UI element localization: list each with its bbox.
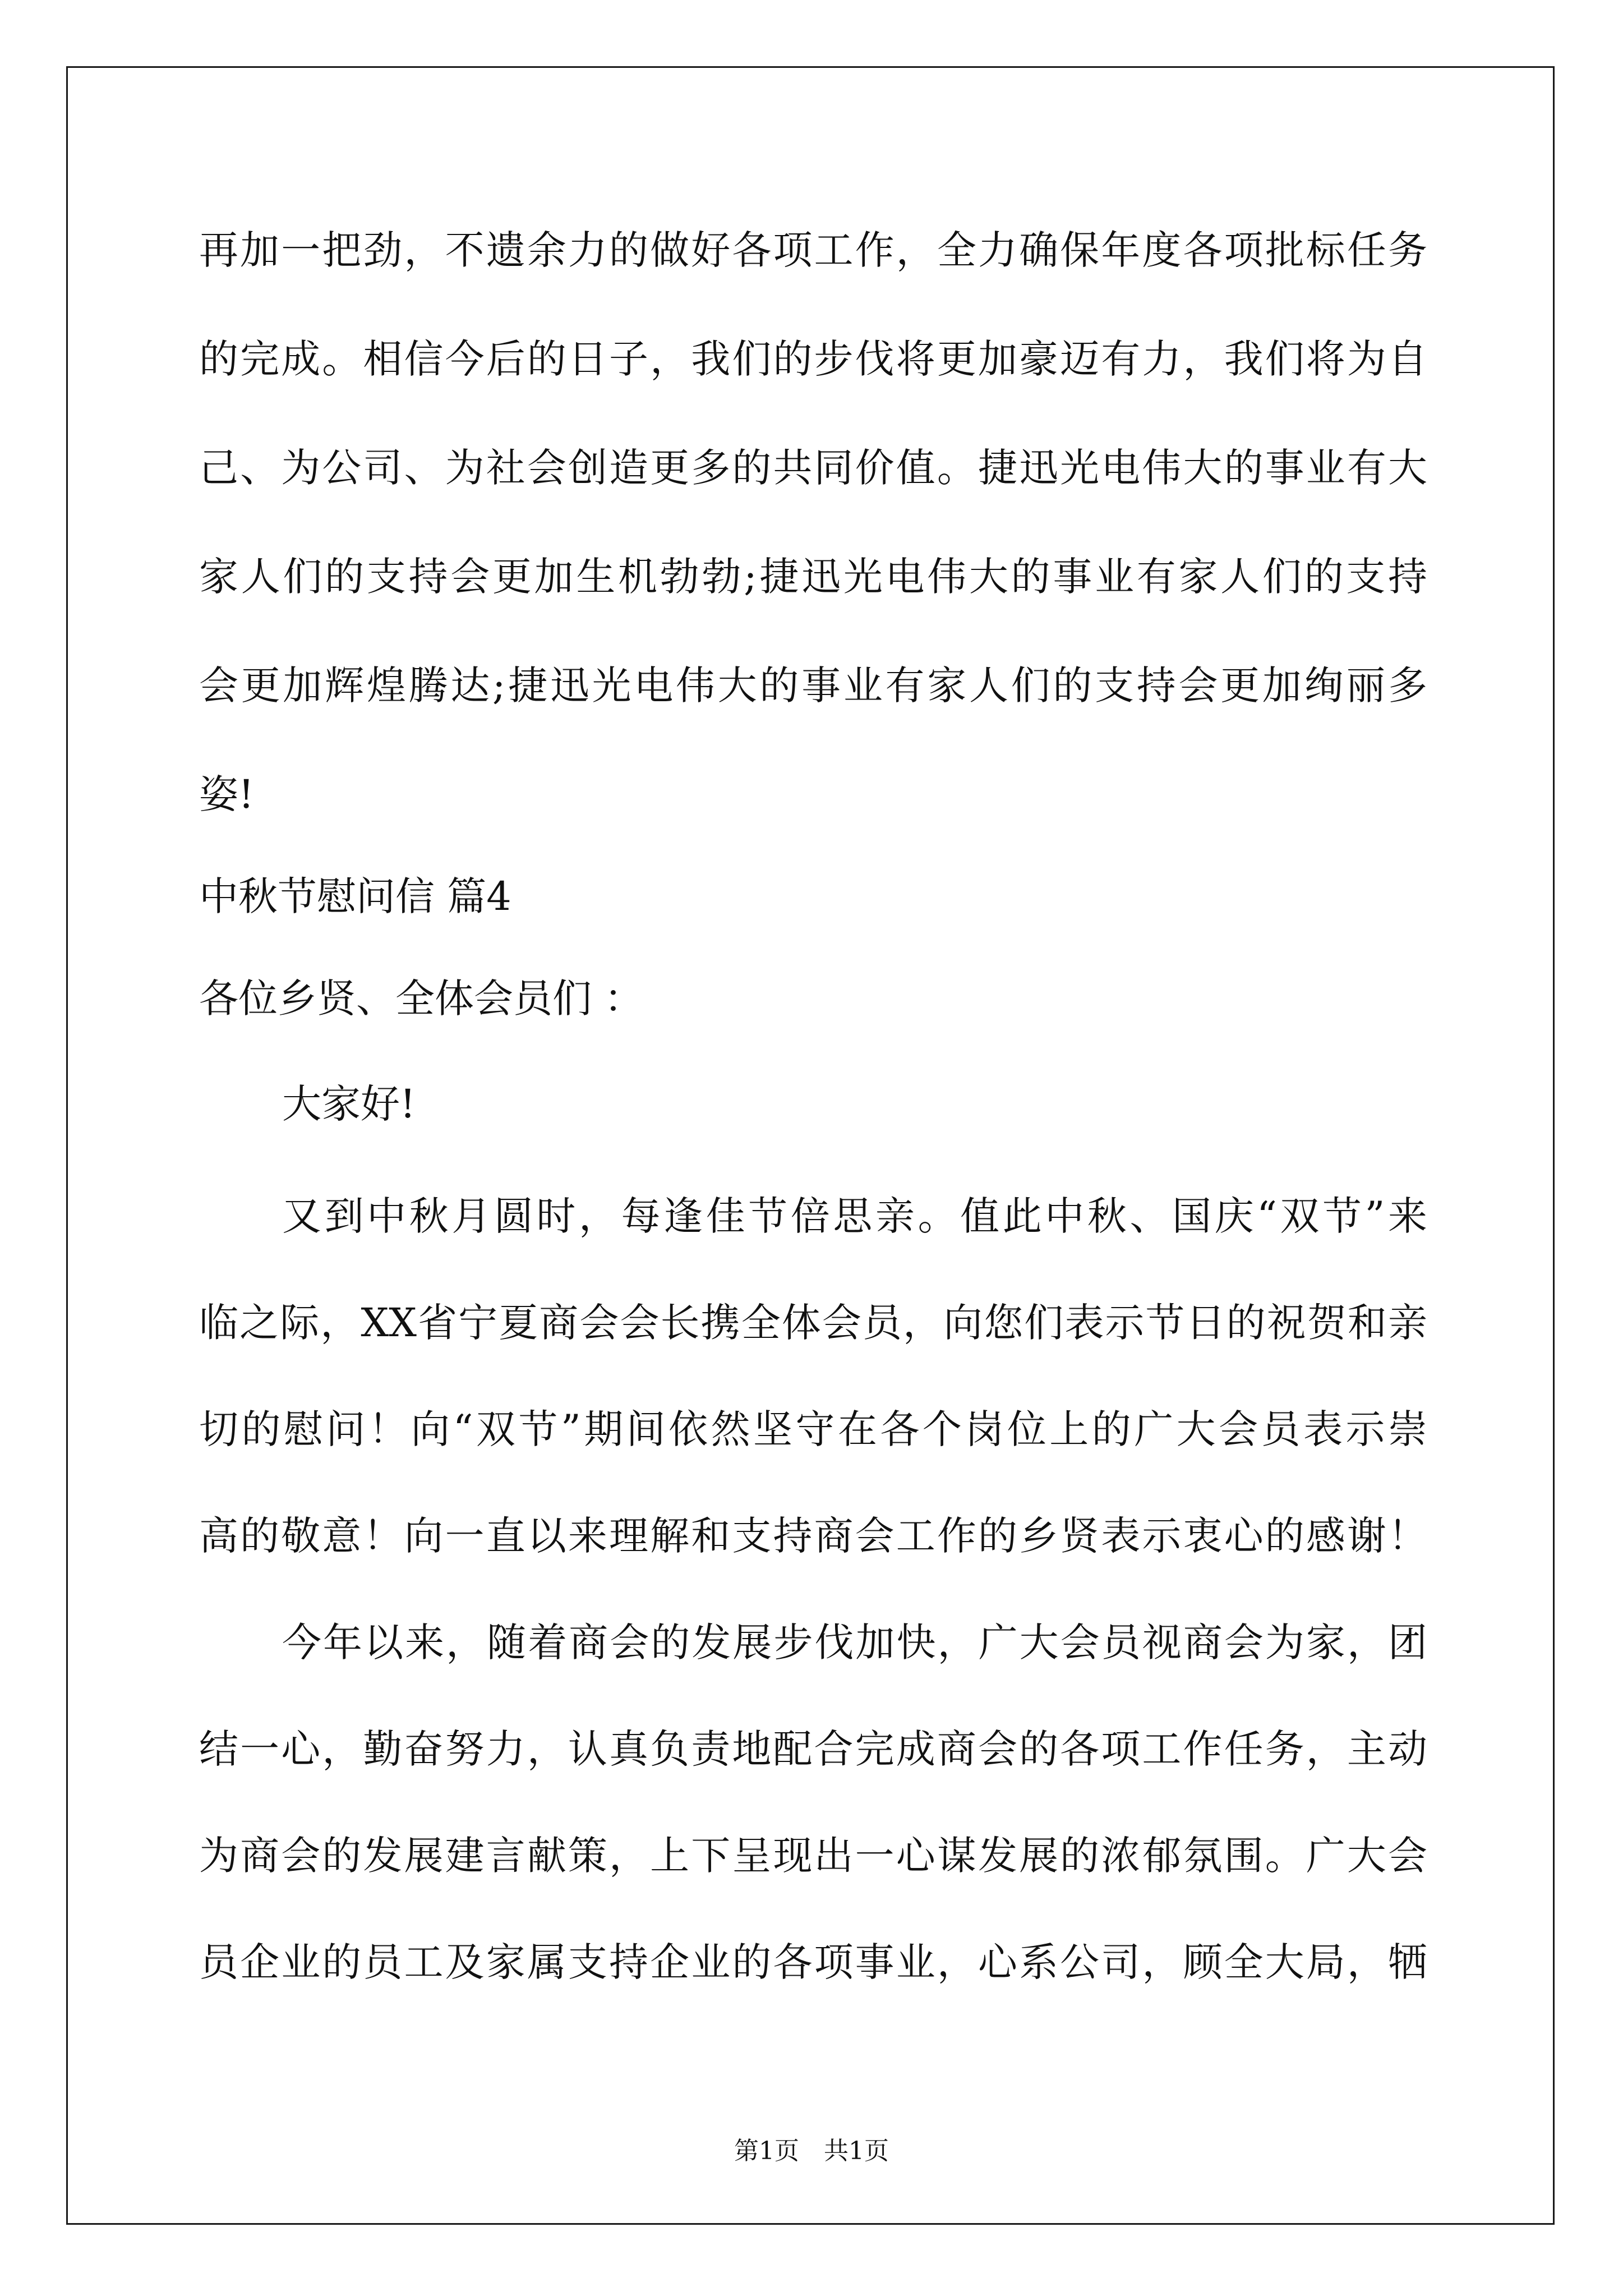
text-line: 临之际，XX省宁夏商会会长携全体会员，向您们表示节日的祝贺和亲 (199, 1300, 1427, 1346)
text-line: 再加一把劲，不遗余力的做好各项工作，全力确保年度各项批标任务 (199, 227, 1427, 273)
text-line: 结一心，勤奋努力，认真负责地配合完成商会的各项工作任务，主动 (199, 1726, 1427, 1772)
text-line: 姿! (199, 771, 255, 817)
text-line: 的完成。相信今后的日子，我们的步伐将更加豪迈有力，我们将为自 (199, 336, 1427, 382)
page-border (66, 66, 1555, 2225)
text-line: 为商会的发展建言献策，上下呈现出一心谋发展的浓郁氛围。广大会 (199, 1833, 1427, 1879)
text-line: 又到中秋月圆时，每逢佳节倍思亲。值此中秋、国庆“双节”来 (282, 1193, 1427, 1239)
greeting: 大家好! (282, 1081, 416, 1127)
salutation: 各位乡贤、全体会员们 ： (199, 976, 644, 1022)
text-line: 会更加辉煌腾达;捷迅光电伟大的事业有家人们的支持会更加绚丽多 (199, 662, 1427, 708)
section-heading: 中秋节慰问信 篇4 (199, 873, 511, 919)
page-number-footer: 第1页 共1页 (734, 2137, 889, 2165)
text-line: 切的慰问！向“双节”期间依然坚守在各个岗位上的广大会员表示崇 (199, 1406, 1427, 1452)
text-line: 己、为公司、为社会创造更多的共同价值。捷迅光电伟大的事业有大 (199, 445, 1427, 491)
text-line: 今年以来，随着商会的发展步伐加快，广大会员视商会为家，团 (282, 1619, 1427, 1665)
text-line: 家人们的支持会更加生机勃勃;捷迅光电伟大的事业有家人们的支持 (199, 554, 1427, 600)
text-line: 高的敬意！向一直以来理解和支持商会工作的乡贤表示衷心的感谢！ (199, 1513, 1427, 1559)
text-line: 员企业的员工及家属支持企业的各项事业，心系公司，顾全大局，牺 (199, 1939, 1427, 1985)
